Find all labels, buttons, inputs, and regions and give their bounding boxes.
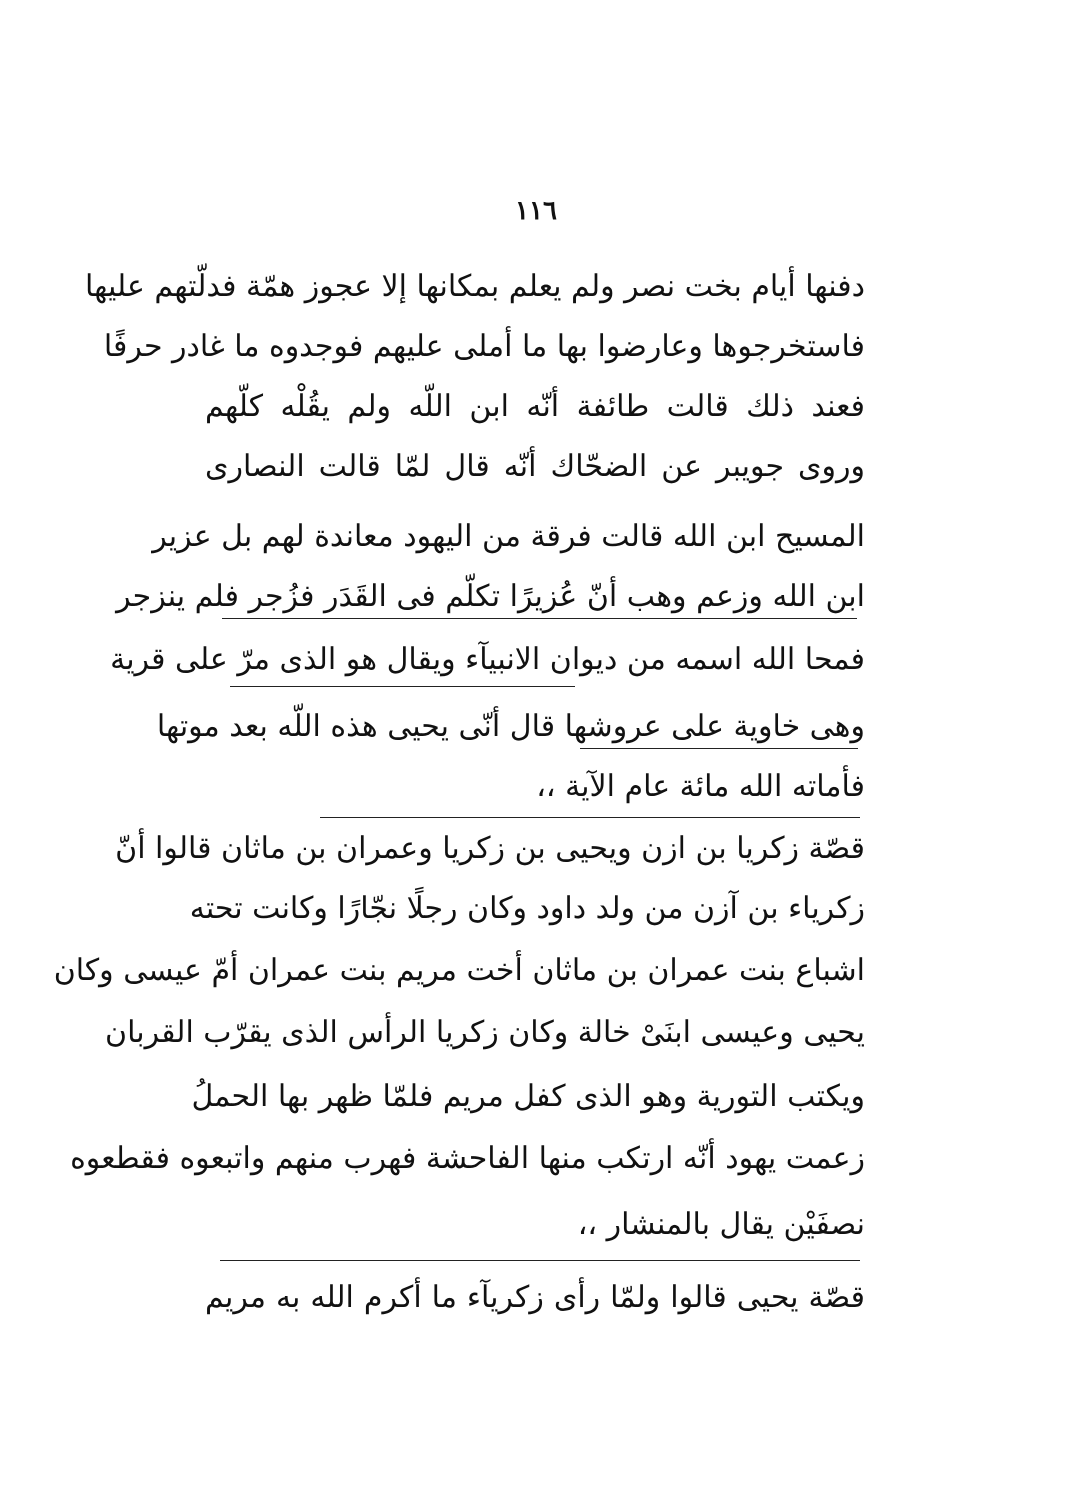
- underline-rule: [222, 618, 857, 619]
- text-line: قصّة يحيى قالوا ولمّا رأى زكريآء ما أكرم الله به مريم: [205, 1280, 865, 1315]
- text-line: وروى جويبر عن الضحّاك أنّه قال لمّا قالت النصارى: [205, 449, 865, 484]
- text-line: قصّة زكريا بن ازن ويحيى بن زكريا وعمران بن ماثان قالوا أنّ: [115, 831, 865, 866]
- text-line: المسيح ابن الله قالت فرقة من اليهود معاندة لهم بل عزير: [152, 519, 865, 554]
- underline-rule: [580, 748, 858, 749]
- text-line: اشباع بنت عمران بن ماثان أخت مريم بنت عمران أمّ عيسى وكان: [53, 953, 865, 988]
- text-line: زعمت يهود أنّه ارتكب منها الفاحشة فهرب منهم واتبعوه فقطعوه: [70, 1141, 865, 1176]
- text-line: فاستخرجوها وعارضوا بها ما أملى عليهم فوجدوه ما غادر حرفًا: [103, 329, 865, 364]
- text-line: فمحا الله اسمه من ديوان الانبيآء ويقال هو الذى مرّ على قرية: [110, 642, 865, 677]
- text-line: زكرياء بن آزن من ولد داود وكان رجلًا نجّارًا وكانت تحته: [189, 891, 865, 926]
- text-line: فأماته الله مائة عام الآية ،،: [536, 769, 865, 804]
- text-line: ويكتب التورية وهو الذى كفل مريم فلمّا ظهر بها الحملُ: [191, 1079, 865, 1114]
- text-line: دفنها أيام بخت نصر ولم يعلم بمكانها إلا عجوز همّة فدلّتهم عليها: [84, 269, 865, 304]
- underline-rule: [230, 686, 575, 687]
- text-line: نصفَيْن يقال بالمنشار ،،: [577, 1207, 865, 1242]
- text-line: ابن الله وزعم وهب أنّ عُزيرًا تكلّم فى القَدَر فزُجر فلم ينزجر: [116, 579, 865, 614]
- text-line: فعند ذلك قالت طائفة أنّه ابن اللّه ولم يقُلْه كلّهم: [205, 389, 865, 424]
- text-line: يحيى وعيسى ابنَىْ خالة وكان زكريا الرأس الذى يقرّب القربان: [105, 1015, 865, 1050]
- page-number: ١١٦: [515, 196, 557, 226]
- text-line: وهى خاوية على عروشها قال أنّى يحيى هذه اللّه بعد موتها: [156, 709, 865, 744]
- section-divider: [320, 817, 860, 818]
- section-divider: [220, 1260, 860, 1261]
